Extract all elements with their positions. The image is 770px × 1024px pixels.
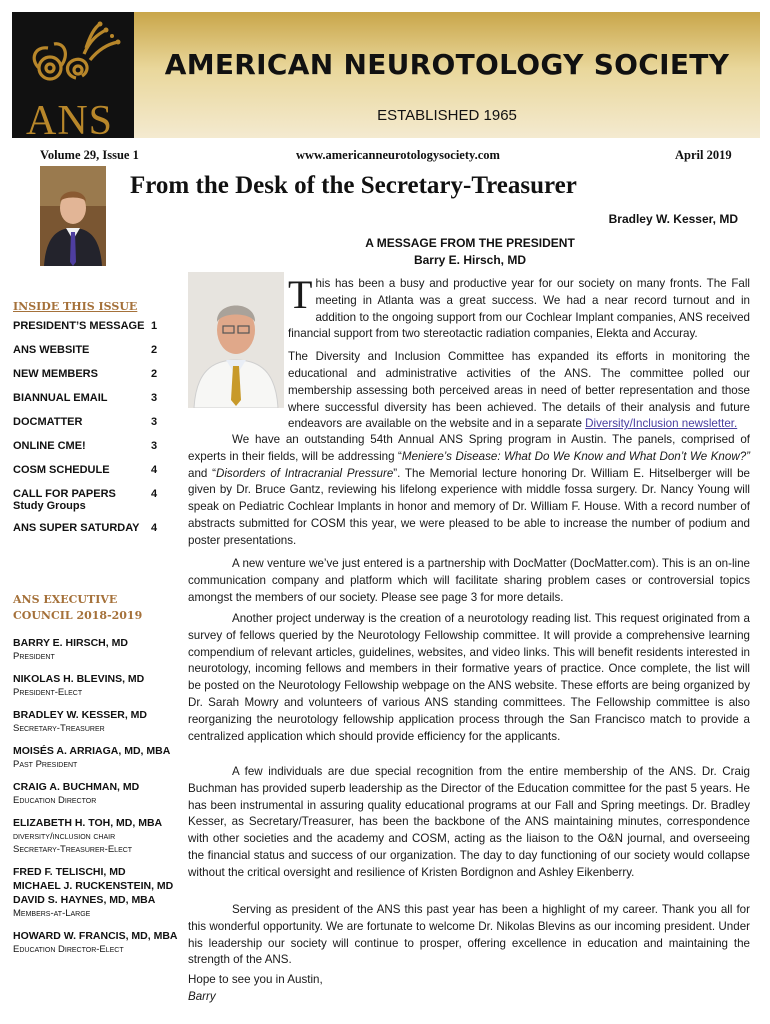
signature: Barry: [188, 990, 216, 1003]
council-member: HOWARD W. FRANCIS, MD, MBA Education Director-Elect: [13, 930, 178, 955]
council-member: MOISÉS A. ARRIAGA, MD, MBA Past President: [13, 745, 171, 770]
paragraph-docmatter: A new venture we’ve just entered is a partnership with DocMatter (DocMatter.com). This is an on-line communication company and platform which will facilitate sharing problem cases or controversial topics amongst the members of our society. Please see page 3 for more details.: [188, 557, 750, 604]
toc-item-ans-website[interactable]: ANS WEBSITE 2: [13, 344, 158, 356]
logo-text: ANS: [26, 98, 114, 144]
ans-emblem-icon: [20, 20, 126, 100]
kesser-photo: [40, 166, 106, 266]
toc-item-new-members[interactable]: NEW MEMBERS 2: [13, 368, 158, 380]
ans-logo: [12, 12, 134, 144]
toc-item-presidents-message[interactable]: PRESIDENT’S MESSAGE 1: [13, 320, 158, 332]
message-author: Barry E. Hirsch, MD: [413, 253, 527, 267]
message-heading: A MESSAGE FROM THE PRESIDENT: [365, 236, 575, 250]
council-member: BRADLEY W. KESSER, MD Secretary-Treasurer: [13, 709, 147, 734]
council-member: BARRY E. HIRSCH, MD President: [13, 637, 128, 662]
paragraph-reading-list: Another project underway is the creation of a neurotology reading list. This request originated from a survey of fellows queried by the Neurotology Fellowship committee. It will provide a comprehensive learning compendium of relevant articles, guidelines, websites, and video links. This will benefit residents interested in neurotology, incoming fellows and members in their formative years of practice. Once complete, the list will be posted on the Neurotology Fellowship webpage on the ANS website. These efforts are being organized by Dr. Sarah Mowry and volunteers of various ANS standing committees. The Fellowship committee is also reorganizing the neurotology fellowship application process through the San Francisco match to provide a centralized application which should provide efficiency for the applicants.: [188, 612, 750, 743]
toc-item-biannual-email[interactable]: BIANNUAL EMAIL 3: [13, 392, 158, 404]
title-band: [134, 12, 760, 138]
council-member: CRAIG A. BUCHMAN, MD Education Director: [13, 781, 140, 806]
toc-item-super-saturday[interactable]: ANS SUPER SATURDAY 4: [13, 522, 158, 534]
established-year: ESTABLISHED 1965: [377, 107, 517, 124]
issue-date: April 2019: [675, 148, 732, 162]
toc-item-call-for-papers[interactable]: CALL FOR PAPERS 4 Study Groups: [13, 488, 163, 522]
diversity-newsletter-link[interactable]: Diversity/Inclusion newsletter.: [585, 417, 738, 431]
table-of-contents: [13, 320, 163, 546]
toc-item-docmatter[interactable]: DOCMATTER 3: [13, 416, 158, 428]
drop-cap: T: [288, 272, 313, 317]
masthead-banner: [12, 12, 760, 144]
paragraph-recognition: A few individuals are due special recognition from the entire membership of the ANS. Dr. Craig Buchman has provided superb leadership as the Director of the Education committee for the past 5 years. He has been instrumental in assuring quality educational programs at our Fall and Spring meetings. Dr. Bradley Kesser, as Secretary/Treasurer, has been the backbone of the ANS maintaining minutes, correspondence with other societies and the academy and COSM, acting as the liaison to the O&N journal, and overseeing the financial status and success of our organization. The day to day functioning of our society would collapse without the critical oversight and resilience of Kristen Bordignon and Ashley Eikenberry.: [188, 765, 750, 879]
closing-line: Hope to see you in Austin,: [188, 973, 323, 986]
council-members-at-large: FRED F. TELISCHI, MD MICHAEL J. RUCKENSTEIN, MD DAVID S. HAYNES, MD, MBA Members-at-Large: [13, 866, 174, 919]
toc-item-cosm-schedule[interactable]: COSM SCHEDULE 4: [13, 464, 158, 476]
volume-issue: Volume 29, Issue 1: [40, 148, 139, 162]
website-url[interactable]: www.americanneurotologysociety.com: [296, 148, 500, 162]
article-title: From the Desk of the Secretary-Treasurer: [130, 172, 577, 199]
paragraph-closing: Serving as president of the ANS this past year has been a highlight of my career. Thank you all for this wonderful opportunity. We are fortunate to welcome Dr. Nikolas Blevins as our incoming president. Under his leadership our society will continue to prosper, offering excellence in education and maintaining the strength of the ANS.: [188, 903, 750, 967]
council-heading: ANS EXECUTIVE COUNCIL 2018-2019: [13, 593, 143, 622]
article-author: Bradley W. Kesser, MD: [608, 212, 738, 226]
paragraph-spring-program: We have an outstanding 54th Annual ANS Spring program in Austin. The panels, comprised of experts in their fields, will be addressing “Meniere’s Disease: What Do We Know and What Don’t We Know?” and “Disorders of Intracranial Pressure”. The Memorial lecture honoring Dr. William E. Hitselberger will be given by Dr. Bruce Gantz, reviewing his lifelong experience with middle fossa surgery. Dr. Nancy Young will speak on Pediatric Cochlear Implants in honor and memory of Dr. William F. House. With a record number of abstracts submitted for COSM this year, we were pleased to be able to increase the number of podium and poster presentations.: [188, 433, 750, 547]
toc-subitem-study-groups: Study Groups: [13, 500, 86, 512]
inside-issue-heading: INSIDE THIS ISSUE: [13, 300, 138, 313]
toc-item-online-cme[interactable]: ONLINE CME! 3: [13, 440, 158, 452]
paragraph-intro: This has been a busy and productive year for our society on many fronts. The Fall meeting in Atlanta was a great success. We had a near record turnout and in addition to the ongoing support from our Cochlear Implant companies, ANS received financial support from two stereotactic radiation companies, Elekta and Accuray. The Diversity and Inclusion Committee has expanded its efforts in monitoring the educational and administrative activities of the ANS. The committee polled our membership assessing both perceived areas in need of better representation and those where successful diversity has been achieved. The details of their analysis and future endeavors are available on the website and in a separate Diversity/Inclusion newsletter.: [288, 272, 750, 431]
council-member: NIKOLAS H. BLEVINS, MD President-Elect: [13, 673, 145, 698]
society-name: AMERICAN NEUROTOLOGY SOCIETY: [164, 48, 730, 81]
executive-council-list: [13, 636, 185, 965]
council-member: ELIZABETH H. TOH, MD, MBA diversity/inclusion chair Secretary-Treasurer-Elect: [13, 817, 163, 855]
